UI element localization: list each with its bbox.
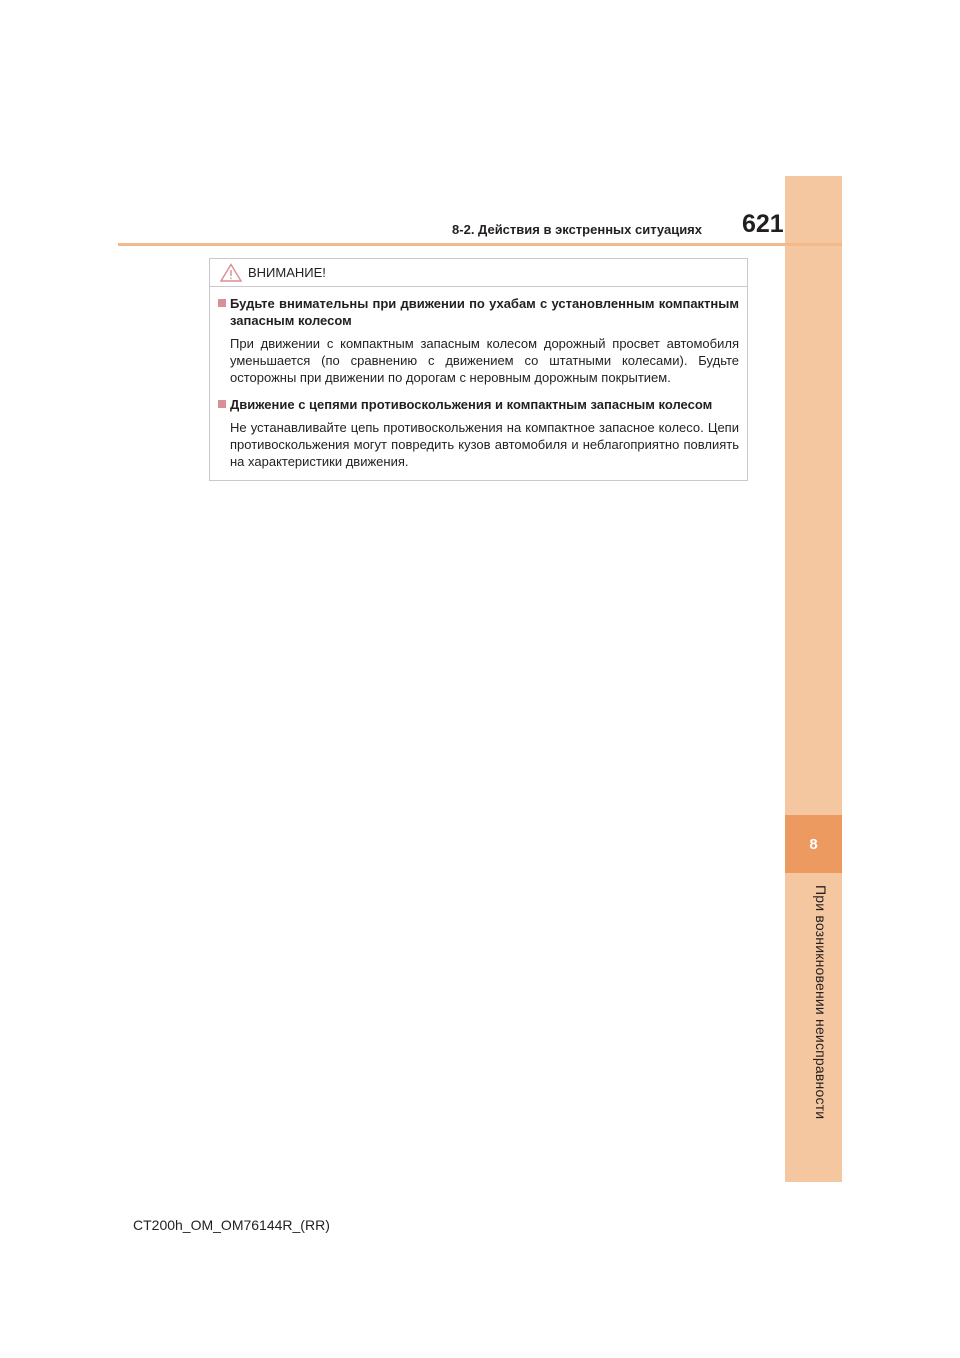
section-title: 8-2. Действия в экстренных ситуациях — [452, 222, 702, 237]
caution-item-text: Не устанавливайте цепь противоскольжения на компактное запасное колесо. Цепи противоскольжения могут повредить кузов автомобиля и неблагоприятно повлиять на характеристики движения. — [230, 420, 739, 469]
caution-divider — [210, 286, 747, 287]
caution-item-title-text: Будьте внимательны при движении по ухабам с установленным компактным запасным колесом — [230, 296, 739, 328]
caution-item — [218, 396, 739, 470]
caution-item-title-text: Движение с цепями противоскольжения и компактным запасным колесом — [230, 397, 713, 412]
page-number: 621 — [742, 210, 784, 238]
caution-item-title — [218, 295, 739, 329]
caution-header — [220, 259, 326, 286]
square-bullet-icon — [218, 299, 226, 307]
header-divider — [118, 243, 842, 246]
square-bullet-icon — [218, 400, 226, 408]
caution-item-title — [218, 396, 739, 413]
chapter-number: 8 — [785, 815, 842, 873]
caution-item-text: При движении с компактным запасным колесом дорожный просвет автомобиля уменьшается (по сравнению с движением со штатными колесами). Будьте осторожны при движении по дорогам с неровным дорожным покрытием. — [230, 336, 739, 385]
caution-body — [218, 295, 739, 480]
document-code: CT200h_OM_OM76144R_(RR) — [133, 1217, 330, 1233]
caution-box — [209, 258, 748, 481]
warning-triangle-icon — [220, 263, 242, 282]
caution-item — [218, 295, 739, 386]
caution-heading: ВНИМАНИЕ! — [248, 265, 326, 280]
chapter-title: При возникновении неисправности — [813, 885, 829, 1120]
